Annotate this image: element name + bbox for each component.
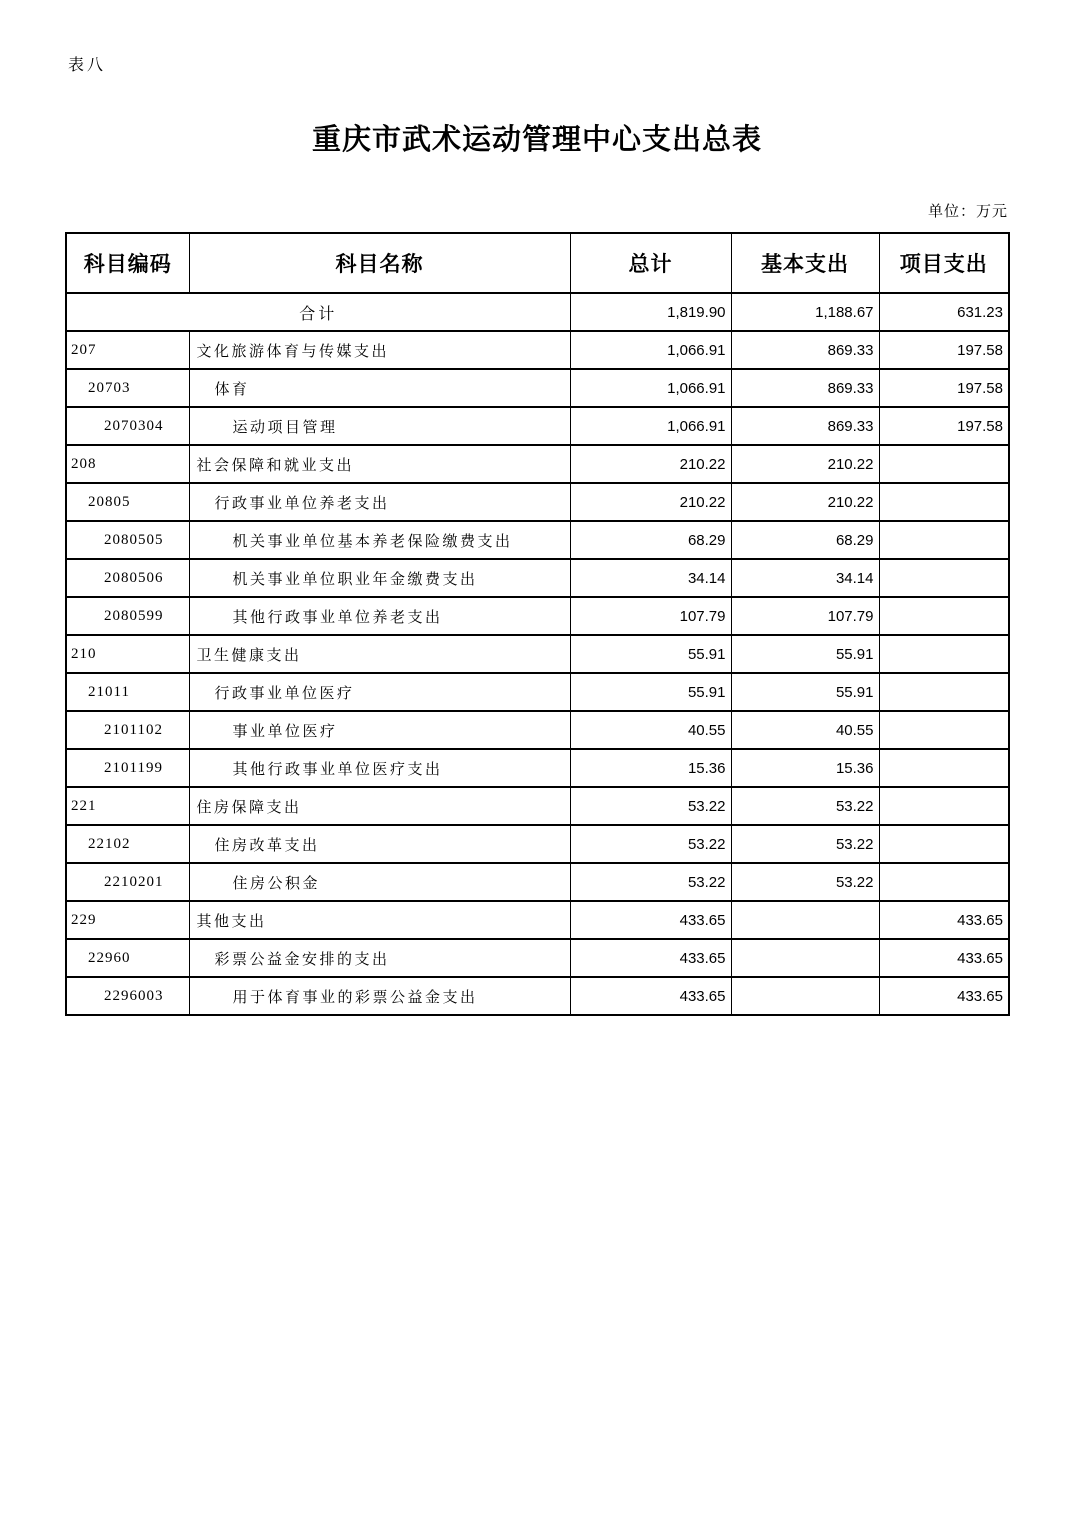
project-expenditure-cell: 197.58 [879,331,1009,369]
project-expenditure-cell [879,673,1009,711]
subject-name-cell: 文化旅游体育与传媒支出 [189,331,570,369]
table-row [66,749,1009,787]
expenditure-table [65,232,1010,1016]
basic-expenditure-cell: 68.29 [731,521,879,559]
basic-expenditure-cell [731,939,879,977]
subject-name-cell: 行政事业单位医疗 [189,673,570,711]
subject-name-cell: 其他行政事业单位养老支出 [189,597,570,635]
subject-code-cell: 2101199 [66,749,189,787]
grand-total-label: 合计 [66,293,570,331]
total-cell: 40.55 [570,711,731,749]
total-cell: 55.91 [570,673,731,711]
subject-code-cell: 20805 [66,483,189,521]
header-project-expenditure: 项目支出 [879,233,1009,293]
table-row [66,369,1009,407]
basic-expenditure-cell: 53.22 [731,825,879,863]
header-total: 总计 [570,233,731,293]
table-row [66,863,1009,901]
basic-expenditure-cell: 53.22 [731,863,879,901]
basic-expenditure-cell: 40.55 [731,711,879,749]
subject-name-cell: 住房公积金 [189,863,570,901]
total-cell: 210.22 [570,483,731,521]
table-row [66,331,1009,369]
basic-expenditure-cell: 210.22 [731,445,879,483]
subject-name-cell: 机关事业单位基本养老保险缴费支出 [189,521,570,559]
project-expenditure-cell [879,559,1009,597]
table-row [66,977,1009,1015]
subject-code-cell: 221 [66,787,189,825]
table-row [66,521,1009,559]
grand-total-project: 631.23 [879,293,1009,331]
total-cell: 433.65 [570,901,731,939]
subject-code-cell: 208 [66,445,189,483]
page-tag: 表八 [68,57,107,74]
table-row [66,483,1009,521]
subject-name-cell: 其他行政事业单位医疗支出 [189,749,570,787]
project-expenditure-cell [879,597,1009,635]
subject-name-cell: 用于体育事业的彩票公益金支出 [189,977,570,1015]
basic-expenditure-cell: 34.14 [731,559,879,597]
table-body [66,293,1009,1015]
subject-code-cell: 22102 [66,825,189,863]
grand-total-total: 1,819.90 [570,293,731,331]
total-cell: 433.65 [570,939,731,977]
project-expenditure-cell: 433.65 [879,939,1009,977]
grand-total-basic: 1,188.67 [731,293,879,331]
table-row [66,559,1009,597]
total-cell: 433.65 [570,977,731,1015]
header-basic-expenditure: 基本支出 [731,233,879,293]
total-cell: 53.22 [570,863,731,901]
project-expenditure-cell [879,749,1009,787]
subject-code-cell: 2080506 [66,559,189,597]
subject-code-cell: 2080505 [66,521,189,559]
table-row [66,673,1009,711]
subject-code-cell: 229 [66,901,189,939]
basic-expenditure-cell: 210.22 [731,483,879,521]
unit-label: 单位：万元 [927,204,1008,220]
basic-expenditure-cell: 15.36 [731,749,879,787]
basic-expenditure-cell: 869.33 [731,369,879,407]
basic-expenditure-cell: 869.33 [731,331,879,369]
total-cell: 107.79 [570,597,731,635]
total-cell: 34.14 [570,559,731,597]
table-row [66,787,1009,825]
total-cell: 210.22 [570,445,731,483]
total-cell: 68.29 [570,521,731,559]
table-header-row [66,233,1009,293]
header-subject-name: 科目名称 [189,233,570,293]
project-expenditure-cell [879,711,1009,749]
table-row [66,939,1009,977]
subject-name-cell: 社会保障和就业支出 [189,445,570,483]
total-cell: 15.36 [570,749,731,787]
subject-code-cell: 20703 [66,369,189,407]
basic-expenditure-cell [731,901,879,939]
subject-name-cell: 事业单位医疗 [189,711,570,749]
table-row [66,825,1009,863]
table-row [66,635,1009,673]
subject-code-cell: 2070304 [66,407,189,445]
basic-expenditure-cell: 869.33 [731,407,879,445]
project-expenditure-cell: 433.65 [879,901,1009,939]
subject-code-cell: 2296003 [66,977,189,1015]
subject-name-cell: 其他支出 [189,901,570,939]
subject-name-cell: 行政事业单位养老支出 [189,483,570,521]
total-cell: 55.91 [570,635,731,673]
basic-expenditure-cell [731,977,879,1015]
total-cell: 53.22 [570,787,731,825]
table-row [66,597,1009,635]
total-cell: 1,066.91 [570,407,731,445]
basic-expenditure-cell: 107.79 [731,597,879,635]
project-expenditure-cell: 433.65 [879,977,1009,1015]
table-row [66,711,1009,749]
subject-code-cell: 21011 [66,673,189,711]
subject-name-cell: 卫生健康支出 [189,635,570,673]
total-cell: 1,066.91 [570,369,731,407]
header-subject-code: 科目编码 [66,233,189,293]
subject-code-cell: 210 [66,635,189,673]
basic-expenditure-cell: 53.22 [731,787,879,825]
subject-code-cell: 207 [66,331,189,369]
project-expenditure-cell [879,825,1009,863]
basic-expenditure-cell: 55.91 [731,673,879,711]
total-cell: 1,066.91 [570,331,731,369]
subject-code-cell: 2210201 [66,863,189,901]
project-expenditure-cell [879,483,1009,521]
subject-name-cell: 体育 [189,369,570,407]
subject-code-cell: 2080599 [66,597,189,635]
project-expenditure-cell [879,635,1009,673]
subject-name-cell: 运动项目管理 [189,407,570,445]
subject-name-cell: 彩票公益金安排的支出 [189,939,570,977]
page-title: 重庆市武术运动管理中心支出总表 [311,124,762,156]
grand-total-row [66,293,1009,331]
subject-name-cell: 住房保障支出 [189,787,570,825]
project-expenditure-cell [879,445,1009,483]
table-row [66,445,1009,483]
project-expenditure-cell [879,787,1009,825]
subject-code-cell: 22960 [66,939,189,977]
total-cell: 53.22 [570,825,731,863]
project-expenditure-cell [879,521,1009,559]
subject-name-cell: 住房改革支出 [189,825,570,863]
subject-code-cell: 2101102 [66,711,189,749]
project-expenditure-cell: 197.58 [879,407,1009,445]
project-expenditure-cell [879,863,1009,901]
project-expenditure-cell: 197.58 [879,369,1009,407]
table-row [66,407,1009,445]
basic-expenditure-cell: 55.91 [731,635,879,673]
subject-name-cell: 机关事业单位职业年金缴费支出 [189,559,570,597]
table-row [66,901,1009,939]
